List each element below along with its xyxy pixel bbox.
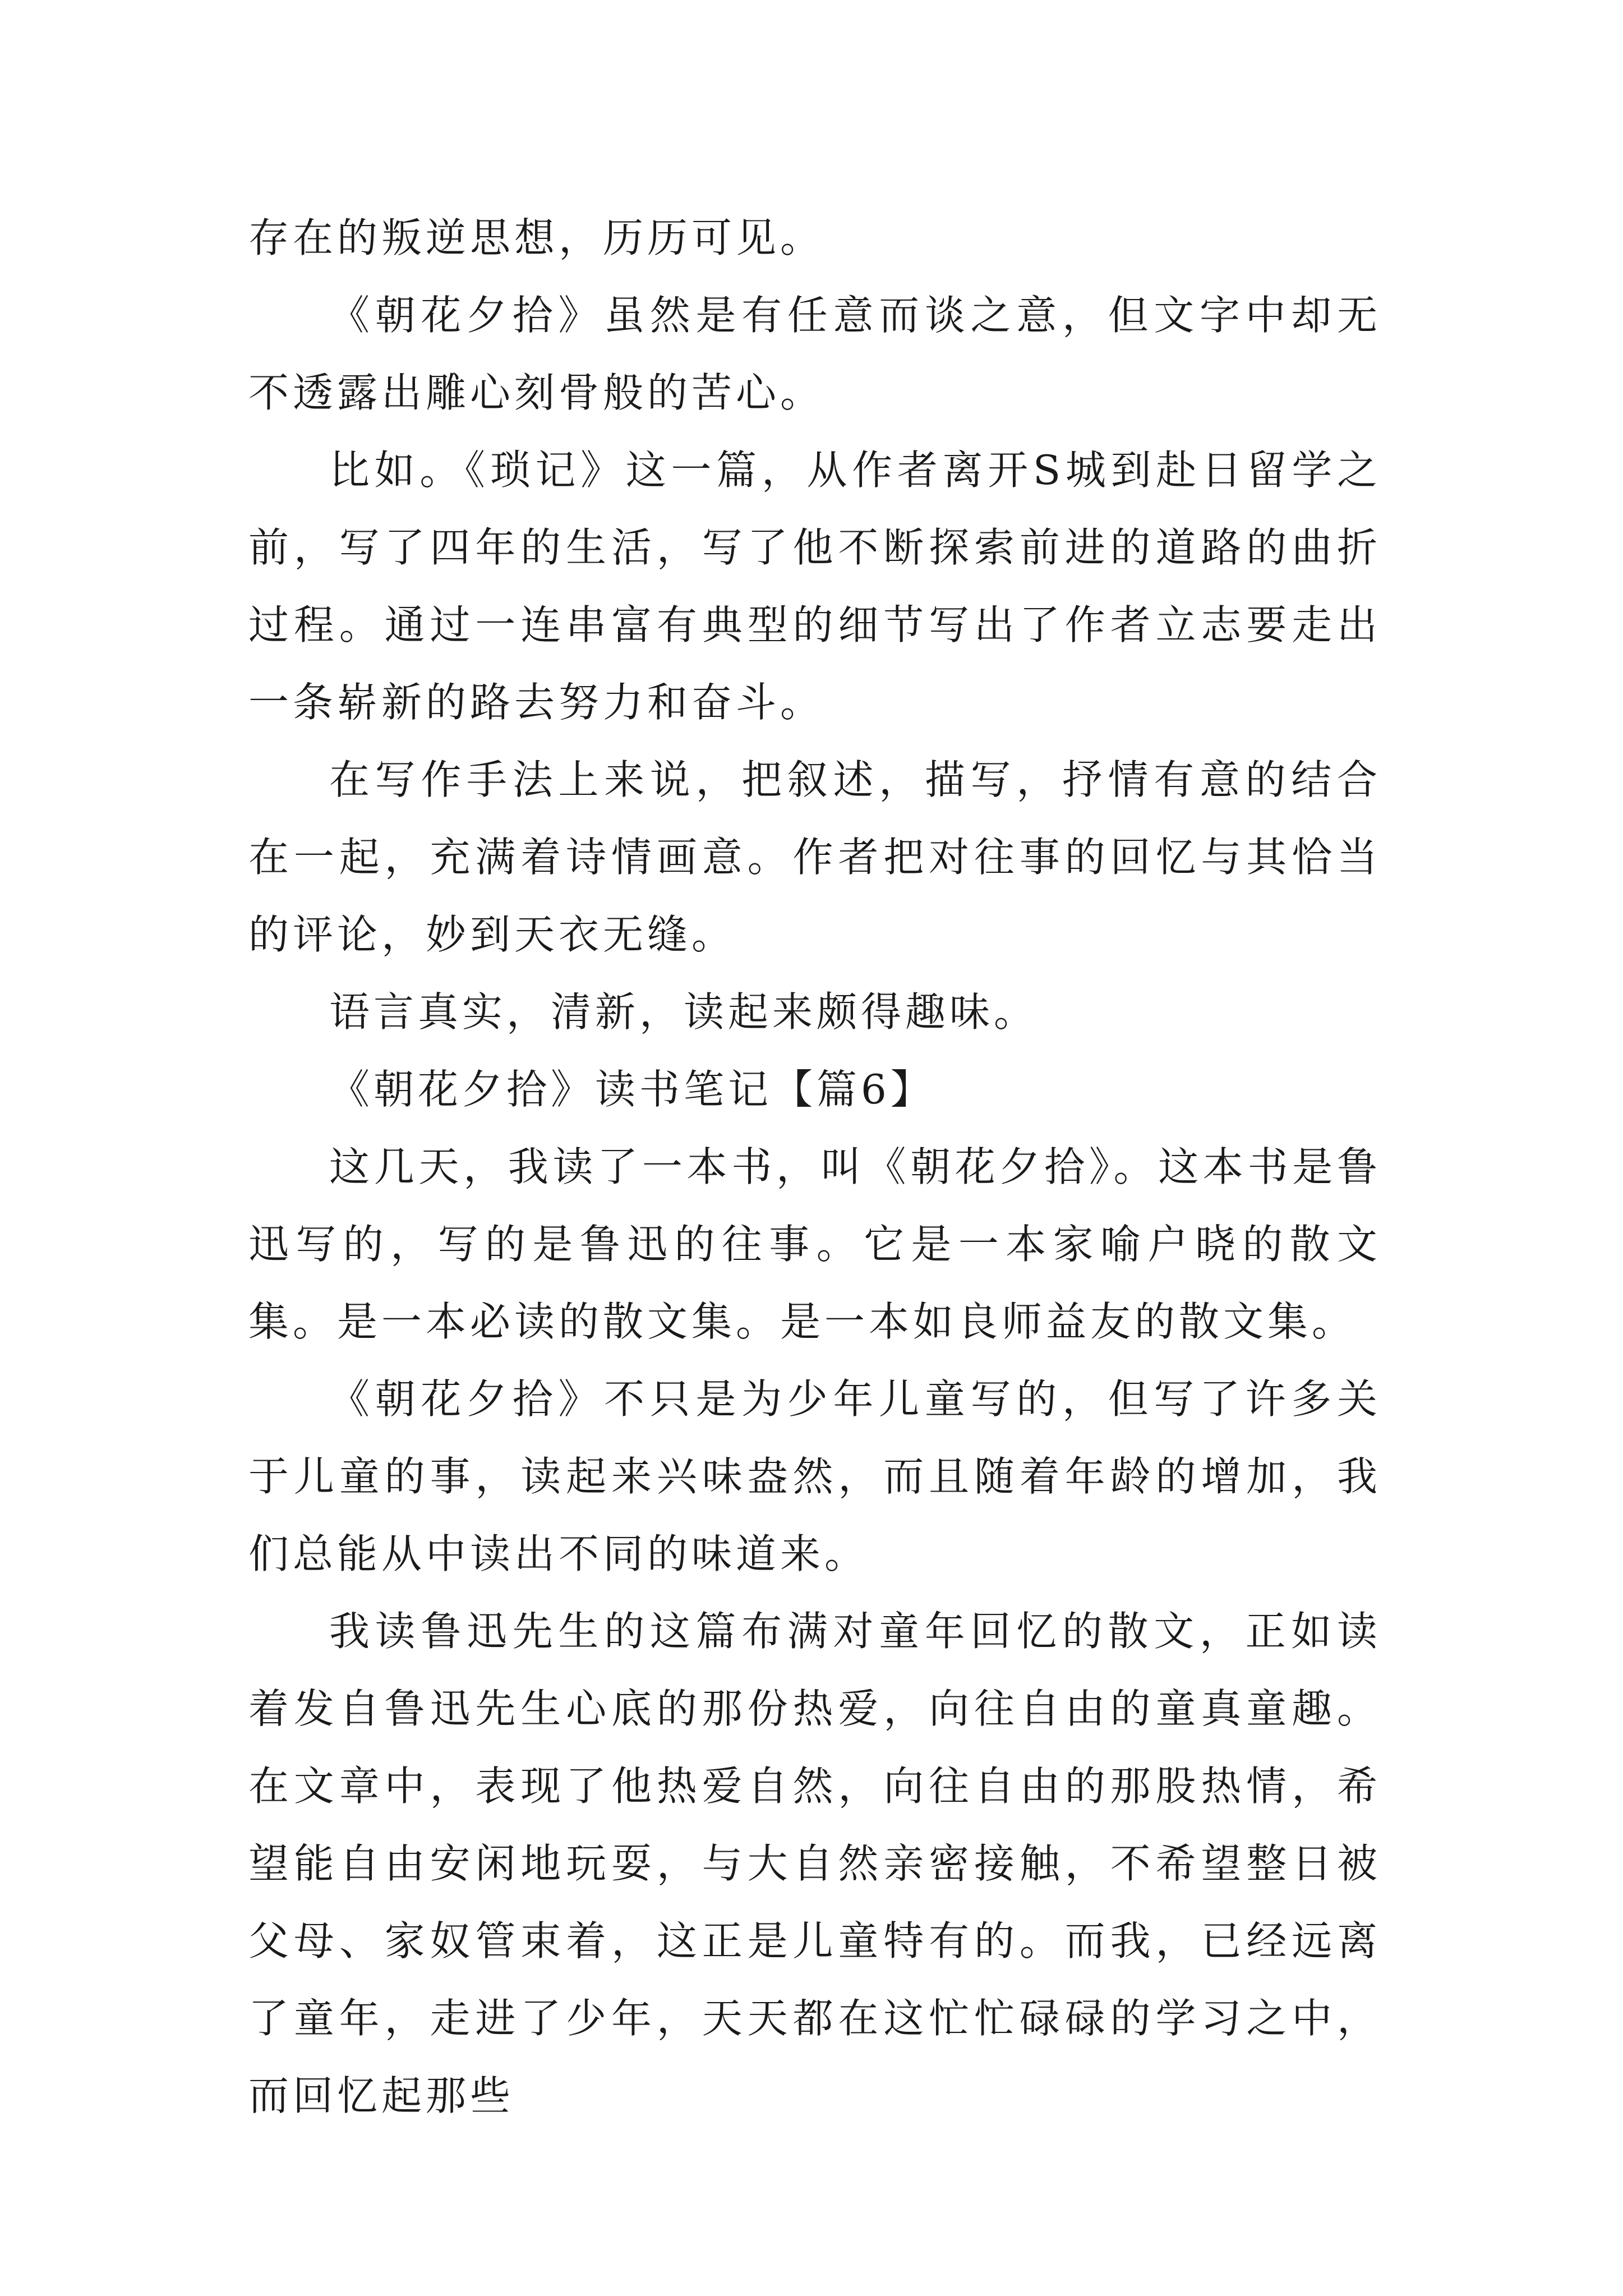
paragraph: 语言真实，清新，读起来颇得趣味。 bbox=[329, 988, 1039, 1036]
paragraph: 在写作手法上来说，把叙述，描写，抒情有意的结合在一起，充满着诗情画意。作者把对往事的回忆与其恰当的评论，妙到天衣无缝。 bbox=[248, 756, 1381, 958]
paragraph-continuation: 存在的叛逆思想，历历可见。 bbox=[248, 214, 825, 261]
section-heading: 《朝花夕拾》读书笔记【篇6】 bbox=[329, 1066, 935, 1113]
paragraph: 《朝花夕拾》不只是为少年儿童写的，但写了许多关于儿童的事，读起来兴味盎然，而且随着年龄的增加，我们总能从中读出不同的味道来。 bbox=[248, 1375, 1381, 1577]
paragraph: 我读鲁迅先生的这篇布满对童年回忆的散文，正如读着发自鲁迅先生心底的那份热爱，向往自由的童真童趣。在文章中，表现了他热爱自然，向往自由的那股热情，希望能自由安闲地玩耍，与大自然亲密接触，不希望整日被父母、家奴管束着，这正是儿童特有的。而我，已经远离了童年，走进了少年，天天都在这忙忙碌碌的学习之中，而回忆起那些 bbox=[248, 1608, 1381, 2119]
paragraph: 比如。《琐记》这一篇，从作者离开S城到赴日留学之前，写了四年的生活，写了他不断探索前进的道路的曲折过程。通过一连串富有典型的细节写出了作者立志要走出一条崭新的路去努力和奋斗。 bbox=[248, 447, 1381, 726]
paragraph: 这几天，我读了一本书，叫《朝花夕拾》。这本书是鲁迅写的，写的是鲁迅的往事。它是一本家喻户晓的散文集。是一本必读的散文集。是一本如良师益友的散文集。 bbox=[248, 1143, 1381, 1345]
document-body bbox=[248, 199, 1381, 2134]
paragraph: 《朝花夕拾》虽然是有任意而谈之意，但文字中却无不透露出雕心刻骨般的苦心。 bbox=[248, 292, 1381, 416]
